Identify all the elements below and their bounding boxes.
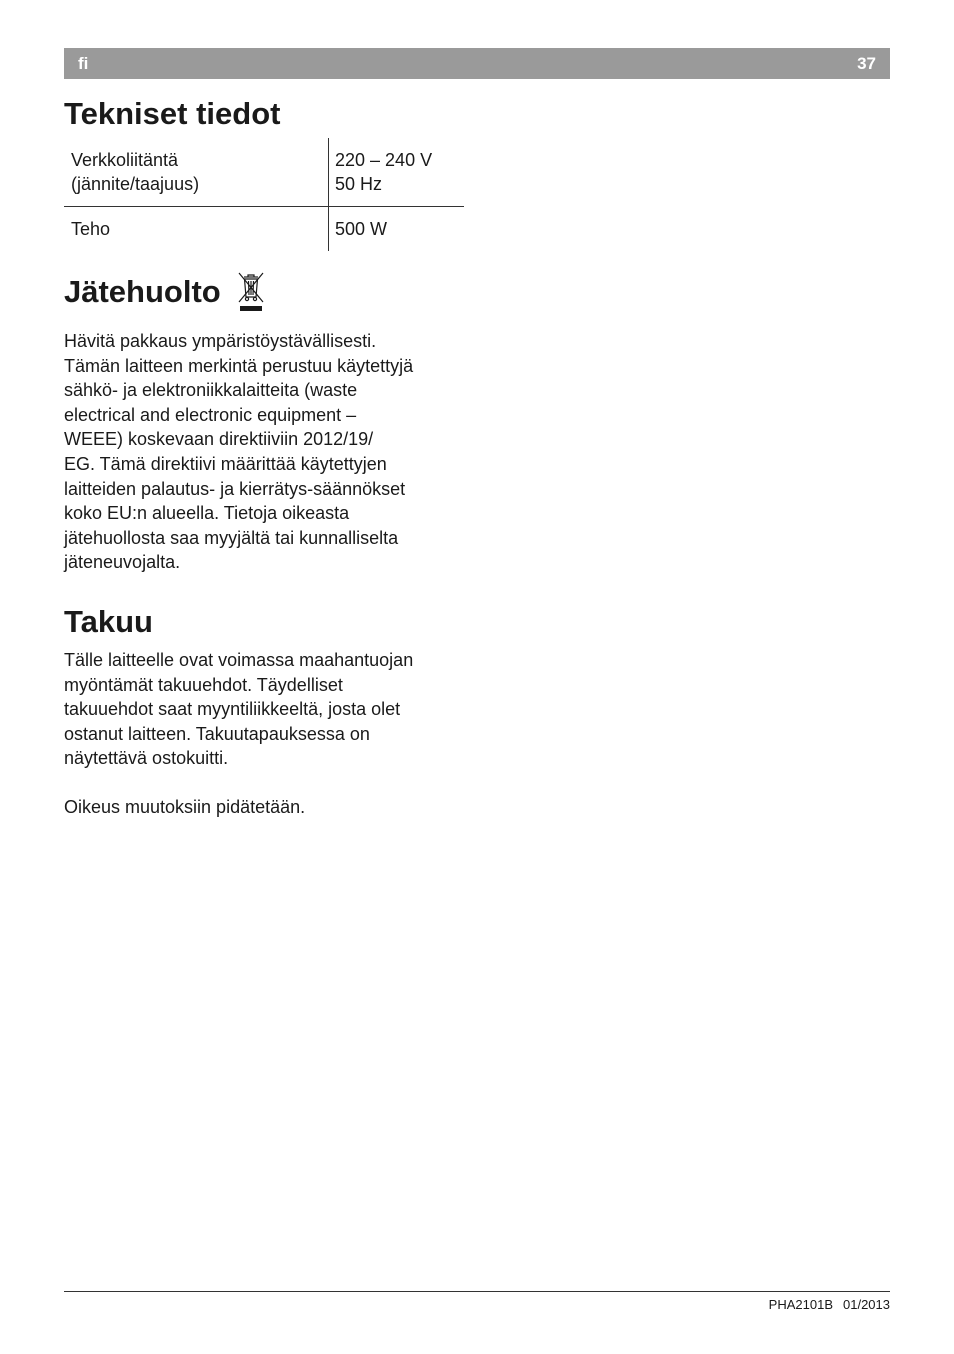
section-title-disposal [64, 270, 267, 314]
text-line: näytettävä ostokuitti. [64, 748, 229, 769]
spec-label-line: Verkkoliitäntä [71, 150, 179, 170]
spec-row-power [64, 207, 464, 251]
text-line: Tälle laitteelle ovat voimassa maahantuojan [64, 650, 414, 670]
text-line: sähkö- ja elektroniikkalaitteita (waste [64, 380, 358, 401]
text-line: Hävitä pakkaus ympäristöystävällisesti. [64, 331, 377, 351]
section-title-technical: Tekniset tiedot [64, 96, 281, 131]
footer-date: 01/2013 [843, 1297, 890, 1312]
page-number: 37 [857, 54, 876, 73]
spec-label [64, 138, 328, 206]
spec-table [64, 138, 464, 251]
spec-label [64, 207, 328, 251]
spec-value [328, 138, 464, 206]
spec-label-line: (jännite/taajuus) [71, 174, 200, 194]
spec-value-line: 500 W [335, 219, 388, 239]
text-line: ostanut laitteen. Takuutapauksessa on [64, 723, 370, 744]
text-line: EG. Tämä direktiivi määrittää käytettyjen [64, 453, 387, 474]
text-line: jäteneuvojalta. [64, 552, 181, 573]
disposal-paragraph [64, 329, 474, 575]
disposal-title-text: Jätehuolto [64, 274, 221, 309]
spec-label-line: Teho [71, 219, 111, 239]
spec-value-line: 220 – 240 V [335, 150, 433, 170]
spec-row-power-supply [64, 138, 464, 207]
text-line: Oikeus muutoksiin pidätetään. [64, 797, 306, 817]
language-code: fi [78, 54, 89, 73]
text-line: electrical and electronic equipment – [64, 404, 357, 425]
text-line: Tämän laitteen merkintä perustuu käytettyjä [64, 355, 414, 376]
rights-reserved-note [64, 795, 474, 820]
text-line: myöntämät takuuehdot. Täydelliset [64, 674, 343, 695]
warranty-paragraph [64, 648, 474, 771]
section-title-warranty: Takuu [64, 604, 153, 639]
spec-value-line: 50 Hz [335, 174, 383, 194]
footer [769, 1297, 890, 1312]
text-line: WEEE) koskevaan direktiiviin 2012/19/ [64, 429, 374, 450]
text-line: koko EU:n alueella. Tietoja oikeasta [64, 503, 350, 524]
text-line: jätehuollosta saa myyjältä tai kunnalliselta [64, 527, 399, 548]
footer-divider [64, 1291, 890, 1292]
text-line: takuuehdot saat myyntiliikkeeltä, josta olet [64, 699, 401, 720]
text-line: laitteiden palautus- ja kierrätys-säännökset [64, 478, 406, 499]
page-header-bar [64, 48, 890, 79]
weee-crossed-bin-icon [235, 270, 267, 314]
footer-model: PHA2101B [768, 1297, 833, 1312]
spec-value [328, 207, 464, 251]
